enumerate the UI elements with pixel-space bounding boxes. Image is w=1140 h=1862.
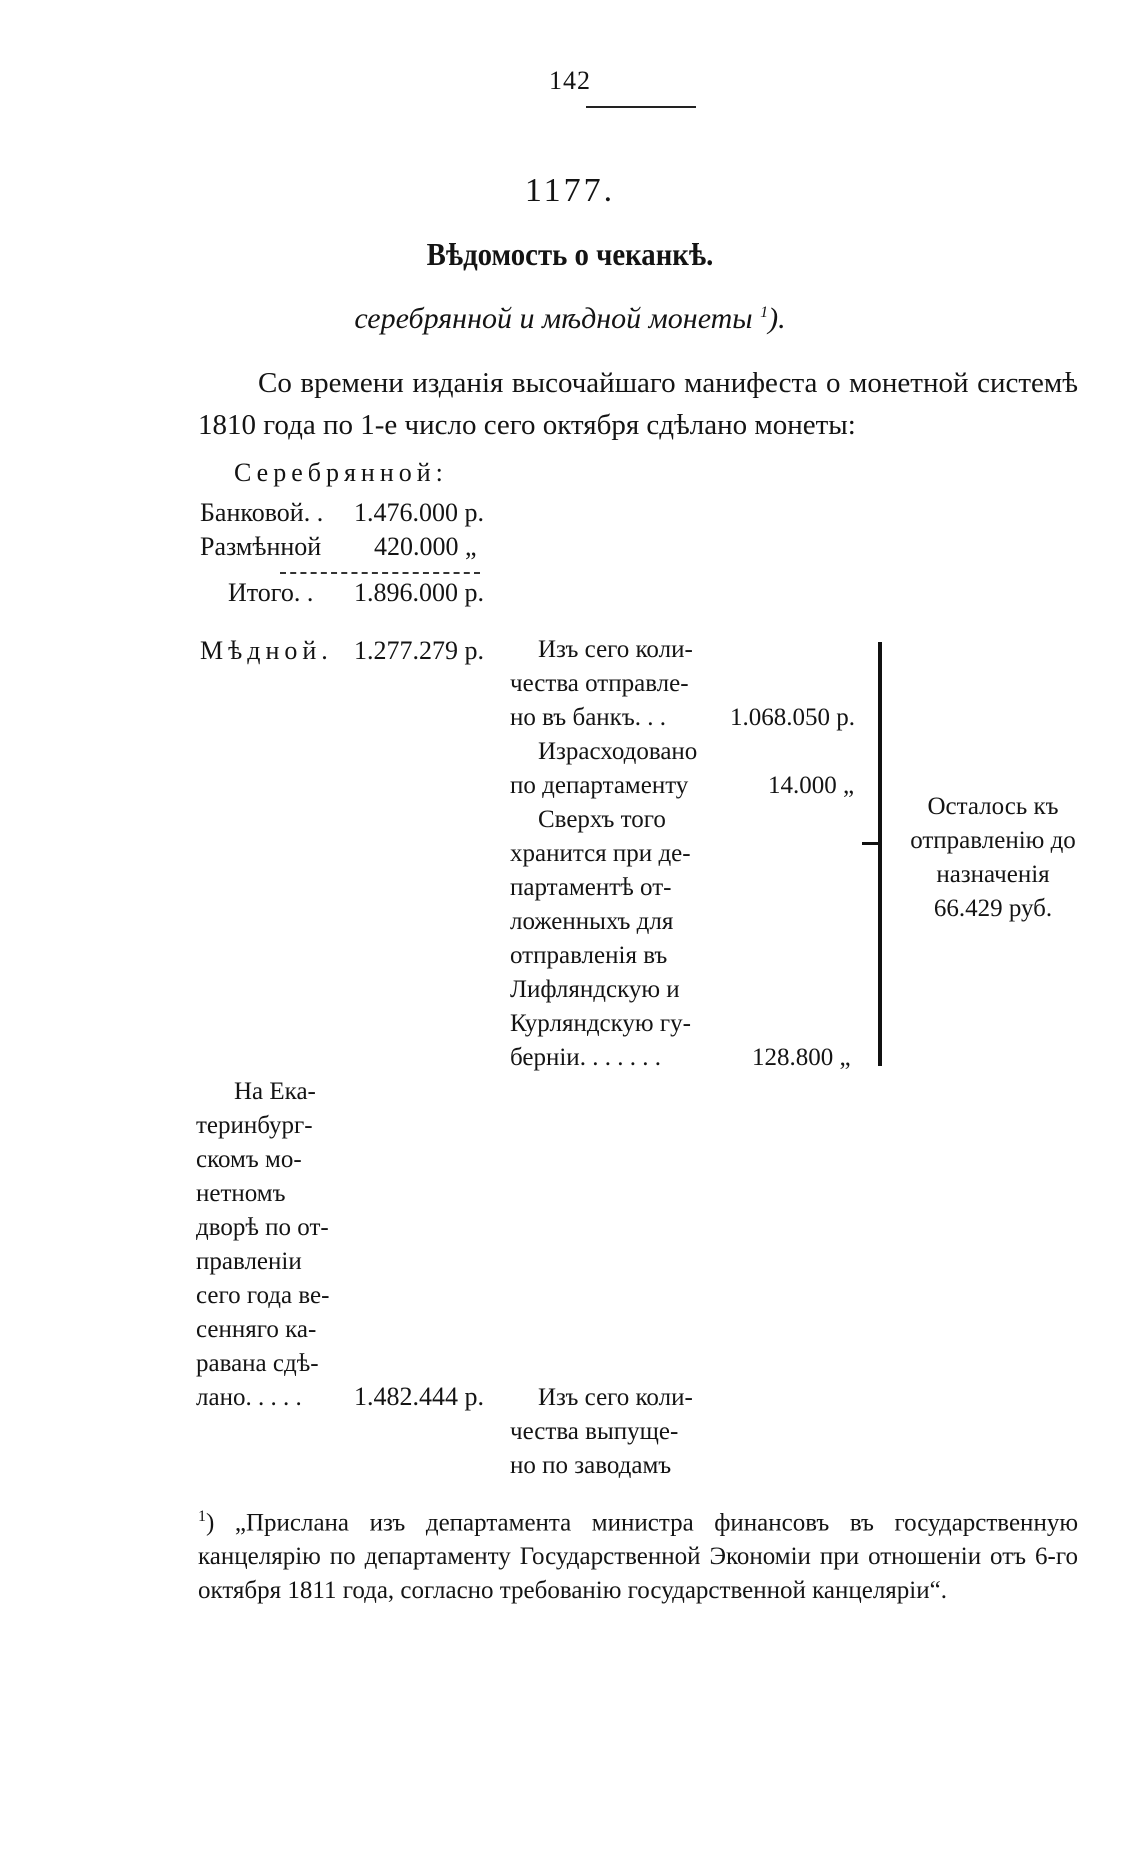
subtitle-close: ). (768, 302, 786, 335)
ekaterinburg-line: На Ека- (234, 1078, 316, 1105)
footnote-mark: 1 (198, 1508, 206, 1525)
copper-stored-line: хранится при де- (510, 840, 691, 867)
ekaterinburg-line: нетномъ (196, 1180, 286, 1207)
brace-tip (862, 842, 880, 845)
copper-remaining-line: Осталось къ (927, 793, 1059, 820)
ekaterinburg-line: лано. . . . . (196, 1384, 302, 1411)
silver-sum-line (280, 572, 480, 574)
copper-desc-line: Изъ сего коли- (538, 636, 693, 663)
footnote-text: „Прислана изъ департамента министра финансовъ въ государственную канцелярію по департаменту Государственной Экономіи при отношеніи отъ 6-го октября 1811 года, согласно требованію государственной канцеляріи“. (198, 1509, 1078, 1605)
ekaterinburg-line: правленіи (196, 1248, 302, 1275)
copper-remaining-line: назначенія (936, 861, 1050, 888)
copper-label: Мѣдной. (200, 636, 333, 665)
copper-stored-line: Лифляндскую и (510, 976, 680, 1003)
subtitle-footnote-mark: 1 (760, 304, 769, 321)
ekaterinburg-line: теринбург- (196, 1112, 313, 1139)
silver-heading: Серебрянной: (234, 458, 448, 487)
copper-desc-line: чества отправле- (510, 670, 689, 697)
copper-stored-line: ложенныхъ для (510, 908, 674, 935)
ekaterinburg-line: скомъ мо- (196, 1146, 302, 1173)
ekaterinburg-line: сенняго ка- (196, 1316, 317, 1343)
document-subtitle (0, 302, 1140, 336)
copper-spent-line: Израсходовано (538, 738, 698, 765)
ekaterinburg-line: сего года ве- (196, 1282, 330, 1309)
silver-bank-label: Банковой. . (200, 498, 324, 527)
copper-spent-value: 14.000 „ (768, 772, 855, 799)
document-number: 1177. (524, 172, 616, 209)
silver-bank-value: 1.476.000 р. (354, 498, 484, 527)
copper-remaining-line: 66.429 руб. (933, 895, 1053, 922)
subtitle-text: серебрянной и мѣдной монеты (354, 302, 753, 335)
copper-spent-line: по департаменту (510, 772, 689, 799)
document-title: Вѣдомость о чеканкѣ. (426, 236, 714, 272)
copper-remaining-note (888, 790, 1098, 926)
ekaterinburg-desc-line: чества выпуще- (510, 1418, 679, 1445)
copper-sent-value: 1.068.050 р. (730, 704, 855, 731)
page-number-rule (586, 106, 696, 108)
copper-value: 1.277.279 р. (354, 636, 484, 665)
ekaterinburg-value: 1.482.444 р. (354, 1382, 484, 1411)
ekaterinburg-line: дворѣ по от- (196, 1214, 329, 1241)
ekaterinburg-desc-line: Изъ сего коли- (538, 1384, 693, 1411)
copper-stored-line: Курляндскую гу- (510, 1010, 691, 1037)
copper-remaining-line: отправленію до (910, 827, 1076, 854)
brace-line (878, 642, 882, 1066)
copper-stored-line: берніи. . . . . . . (510, 1044, 661, 1071)
ekaterinburg-line: равана сдѣ- (196, 1350, 319, 1377)
silver-change-value: 420.000 „ (374, 532, 477, 561)
ekaterinburg-desc-line: но по заводамъ (510, 1452, 672, 1479)
footnote: $^1$) „Прислана изъ департамента министра финансовъ въ государственную канцелярію по департаменту Государственной Экономіи при отношеніи отъ 6-го октября 1811 года, согласно требованію государственной канцеляріи“. (198, 1508, 1078, 1605)
intro-paragraph: Со времени изданія высочайшаго манифеста о монетной системѣ 1810 года по 1-е число сего октября сдѣлано монеты: (198, 367, 1078, 441)
copper-stored-line: отправленія въ (510, 942, 668, 969)
copper-stored-line: партаментѣ от- (510, 874, 672, 901)
copper-stored-line: Сверхъ того (538, 806, 666, 833)
silver-total-label: Итого. . (228, 578, 314, 607)
page-number: 142 (549, 66, 591, 95)
silver-total-value: 1.896.000 р. (354, 578, 484, 607)
copper-desc-line: но въ банкъ. . . (510, 704, 667, 731)
copper-stored-value: 128.800 „ (752, 1044, 851, 1071)
silver-change-label: Размѣнной (200, 532, 322, 561)
